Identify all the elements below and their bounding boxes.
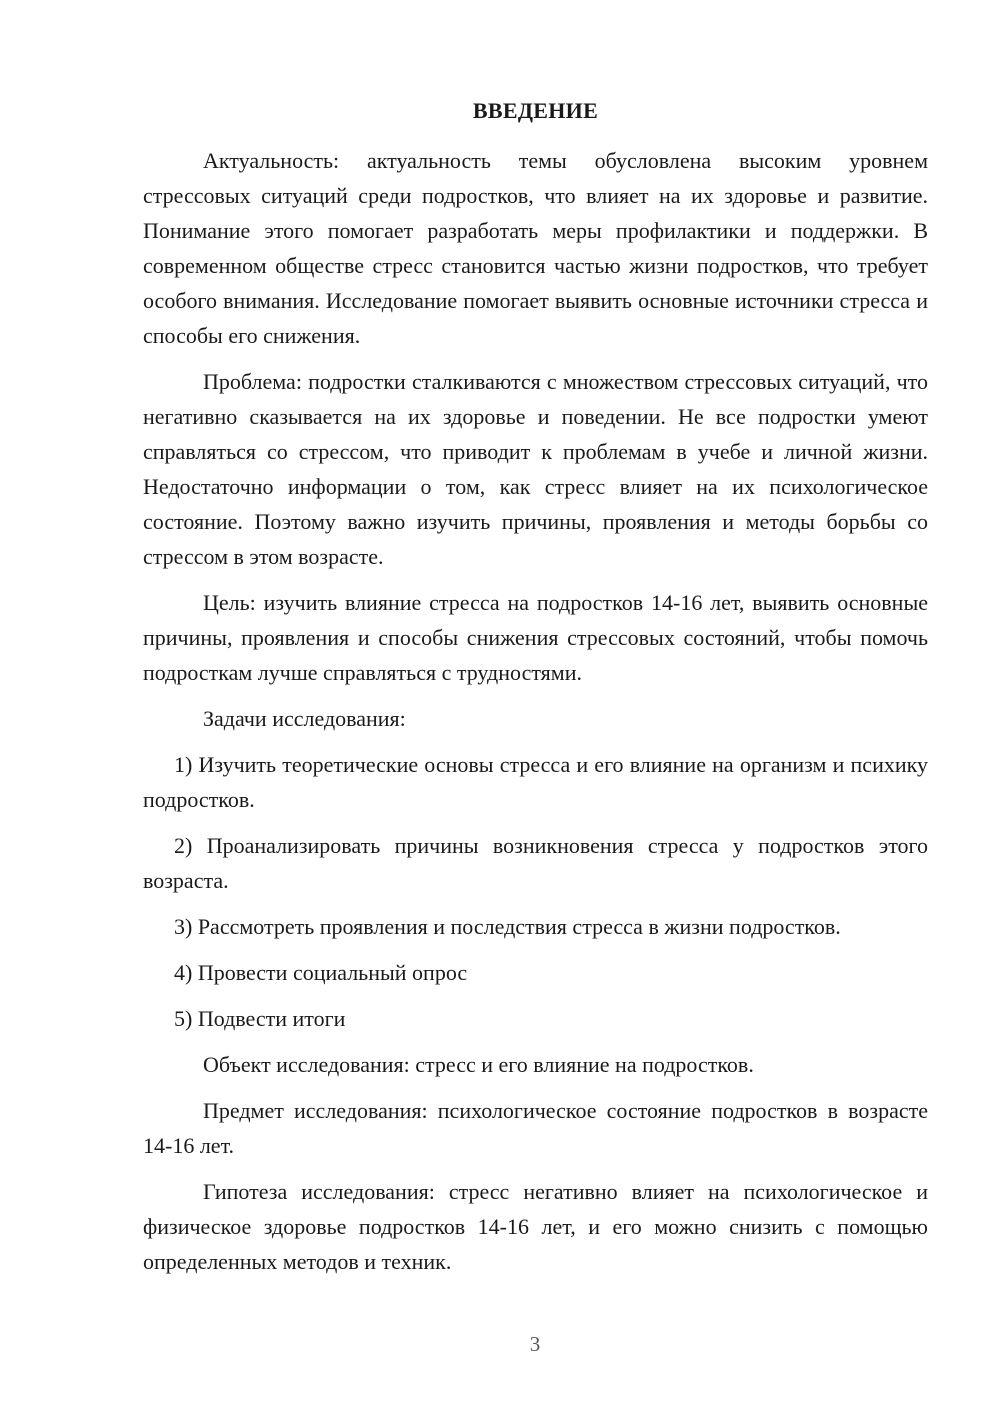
goal-paragraph: Цель: изучить влияние стресса на подростков 14-16 лет, выявить основные причины, проявления и способы снижения стрессовых состояний, чтобы помочь подросткам лучше справляться с трудностями. [143, 590, 928, 685]
task-item: 1) Изучить теоретические основы стресса и его влияние на организм и психику подростков. [143, 752, 928, 812]
task-item: 4) Провести социальный опрос [174, 960, 468, 985]
tasks-title: Задачи исследования: [203, 706, 406, 731]
task-item: 5) Подвести итоги [174, 1006, 346, 1031]
problem-paragraph: Проблема: подростки сталкиваются с множеством стрессовых ситуаций, что негативно сказывается на их здоровье и поведении. Не все подростки умеют справляться со стрессом, что приводит к проблемам в учебе и личной жизни. Недостаточно информации о том, как стресс влияет на их психологическое состояние. Поэтому важно изучить причины, проявления и методы борьбы со стрессом в этом возрасте. [143, 369, 928, 569]
task-item: 3) Рассмотреть проявления и последствия стресса в жизни подростков. [174, 914, 841, 939]
hypothesis-paragraph: Гипотеза исследования: стресс негативно влияет на психологическое и физическое здоровье подростков 14-16 лет, и его можно снизить с помощью определенных методов и техник. [143, 1179, 928, 1274]
subject-paragraph: Предмет исследования: психологическое состояние подростков в возрасте 14-16 лет. [143, 1098, 928, 1158]
page-number: 3 [529, 1332, 541, 1356]
section-heading: ВВЕДЕНИЕ [472, 98, 599, 123]
relevance-paragraph: Актуальность: актуальность темы обусловлена высоким уровнем стрессовых ситуаций среди подростков, что влияет на их здоровье и развитие. Понимание этого помогает разработать меры профилактики и поддержки. В современном обществе стресс становится частью жизни подростков, что требует особого внимания. Исследование помогает выявить основные источники стресса и способы его снижения. [143, 148, 928, 348]
task-item: 2) Проанализировать причины возникновения стресса у подростков этого возраста. [143, 833, 928, 893]
object-paragraph: Объект исследования: стресс и его влияние на подростков. [203, 1052, 754, 1077]
document-page [143, 95, 928, 1290]
